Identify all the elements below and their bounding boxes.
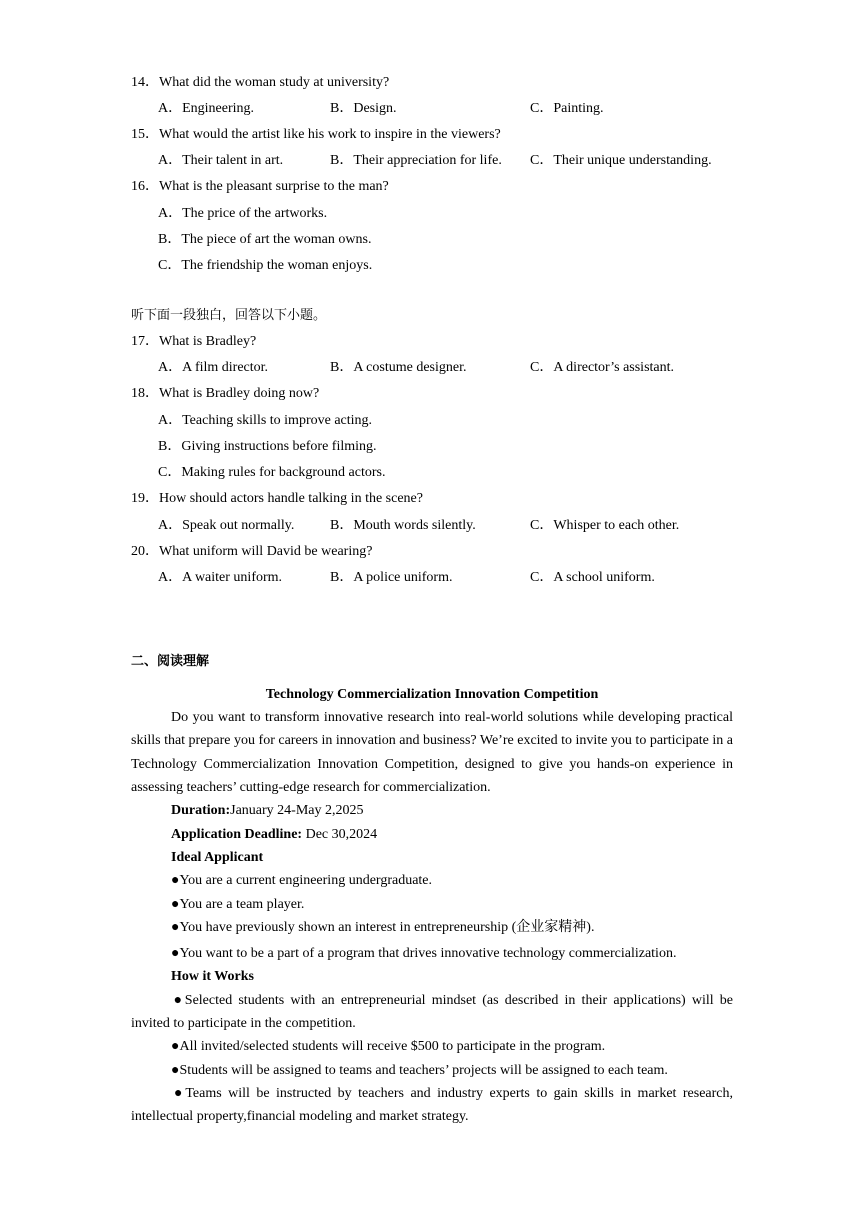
option-a: A．A waiter uniform. [158,570,283,585]
option-b: B．The piece of art the woman owns. [158,232,372,247]
option-c: C．Painting. [530,101,604,116]
deadline-label: Application Deadline: [171,827,303,842]
question-17 [131,333,256,351]
option-b: B．A costume designer. [330,360,467,375]
ideal-item: ●You are a team player. [171,897,305,912]
question-text: How should actors handle talking in the scene? [159,491,423,506]
option-a: A．A film director. [158,360,269,375]
ideal-applicant-heading: Ideal Applicant [171,850,264,865]
how-it-works-heading: How it Works [171,969,254,984]
how-item-paragraph [131,989,733,1036]
duration-line [171,802,364,820]
question-number: 18． [131,386,159,401]
question-text: What would the artist like his work to inspire in the viewers? [159,127,501,142]
duration-value: January 24-May 2,2025 [230,803,364,818]
option-a: A．The price of the artworks. [158,206,328,221]
option-c: C．Making rules for background actors. [158,465,386,480]
option-b: B．Giving instructions before filming. [158,439,377,454]
question-number: 14． [131,75,159,90]
question-number: 16． [131,179,159,194]
how-item: ●Teams will be instructed by teachers and industry experts to gain skills in market research, intellectual property,financial modeling and market strategy. [131,1086,733,1125]
question-19 [131,490,423,508]
option-c: C．Whisper to each other. [530,518,680,533]
intro-paragraph [131,706,733,799]
intro-text: Do you want to transform innovative research into real-world solutions while developing practical skills that prepare you for careers in innovation and business? We’re excited to invite you to participate in a Technology Commercialization Innovation Competition, designed to give you hands-on experience in assessing teachers’ cutting-edge research for commercialization. [131,710,733,795]
passage-title: Technology Commercialization Innovation Competition [265,687,599,702]
section-title: 二、阅读理解 [131,654,210,669]
question-14 [131,74,389,92]
how-item-paragraph [131,1082,733,1129]
option-c: C．The friendship the woman enjoys. [158,258,373,273]
question-text: What is Bradley doing now? [159,386,320,401]
question-16 [131,178,389,196]
how-item: ●Selected students with an entrepreneurial mindset (as described in their applications) will be invited to participate in the competition. [131,993,733,1032]
option-a: A．Engineering. [158,101,255,116]
question-text: What is the pleasant surprise to the man? [159,179,389,194]
duration-label: Duration: [171,803,231,818]
ideal-item: ●You want to be a part of a program that drives innovative technology commercialization. [171,946,677,961]
option-a: A．Teaching skills to improve acting. [158,413,373,428]
question-text: What did the woman study at university? [159,75,390,90]
deadline-value: Dec 30,2024 [302,827,378,842]
ideal-item: ●You are a current engineering undergraduate. [171,873,433,888]
question-20 [131,543,372,561]
question-number: 20． [131,544,159,559]
option-c: C．A director’s assistant. [530,360,675,375]
question-number: 15． [131,127,159,142]
question-number: 17． [131,334,159,349]
deadline-line [171,826,377,844]
option-b: B．Design. [330,101,397,116]
question-18 [131,385,319,403]
question-text: What uniform will David be wearing? [159,544,373,559]
option-c: C．A school uniform. [530,570,655,585]
monologue-instruction: 听下面一段独白，回答以下小题。 [131,308,327,323]
question-number: 19． [131,491,159,506]
option-b: B．Mouth words silently. [330,518,476,533]
option-c: C．Their unique understanding. [530,153,712,168]
question-text: What is Bradley? [159,334,257,349]
ideal-item: ●You have previously shown an interest in entrepreneurship (企业家精神). [171,920,595,935]
how-item: ●All invited/selected students will receive $500 to participate in the program. [171,1039,606,1054]
question-15 [131,126,501,144]
option-b: B．Their appreciation for life. [330,153,502,168]
option-b: B．A police uniform. [330,570,453,585]
option-a: A．Their talent in art. [158,153,284,168]
option-a: A．Speak out normally. [158,518,295,533]
how-item: ●Students will be assigned to teams and teachers’ projects will be assigned to each team. [171,1063,668,1078]
